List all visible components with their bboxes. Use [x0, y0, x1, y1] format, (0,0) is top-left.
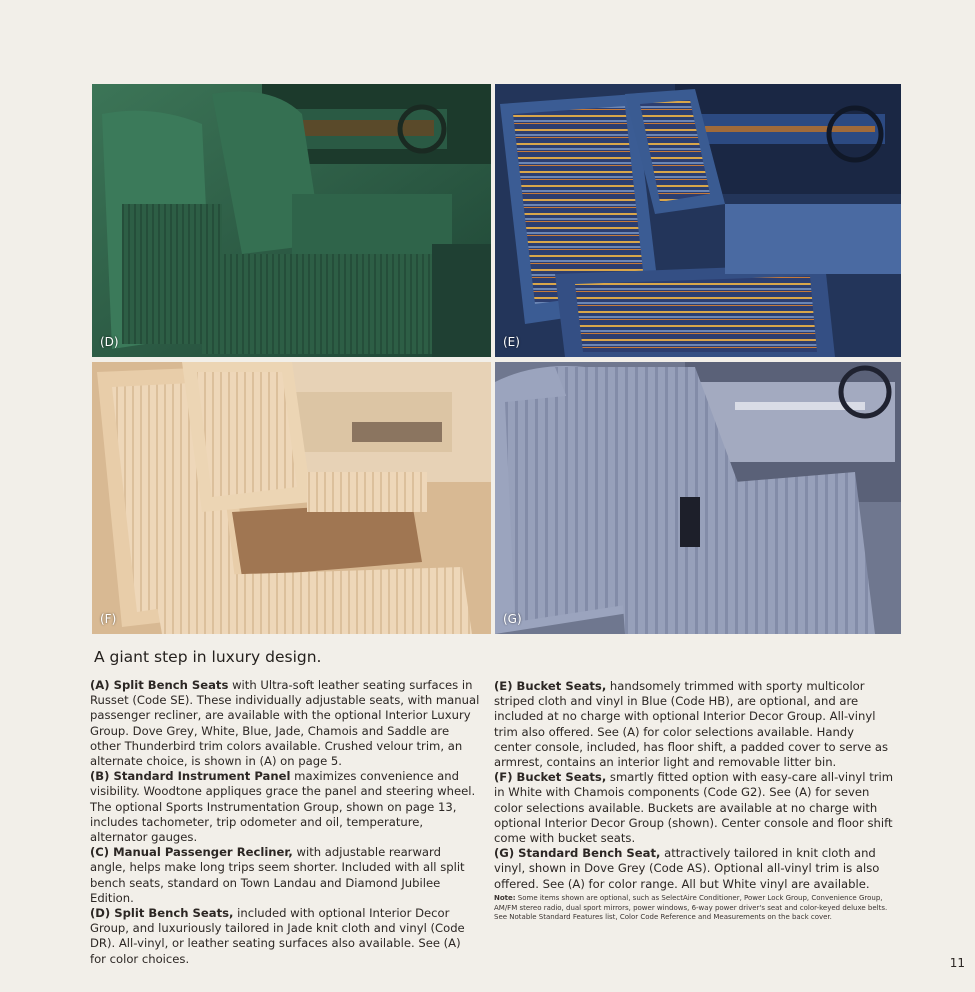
photo-label: (D) — [100, 335, 119, 349]
section-body: attractively tailored in knit cloth and vinyl, shown in Dove Grey (Code AS). Optional all-vinyl trim is also offered. See (A) for color range. All but White vinyl are available. — [494, 846, 880, 891]
section-title: (A) Split Bench Seats — [90, 678, 229, 692]
photo-label: (E) — [503, 335, 520, 349]
section-title: (F) Bucket Seats, — [494, 770, 607, 785]
photo-white-bucket-seats — [92, 362, 491, 634]
section-title: (E) Bucket Seats, — [494, 679, 607, 693]
section-body: maximizes convenience and visibility. Woodtone appliques grace the panel and steering wheel. The optional Sports Instrumentation Group, shown on page 13, includes tachometer, trip odometer and oil, temperature, alternator gauges. — [90, 769, 476, 845]
photo-label: (F) — [100, 612, 117, 626]
page-number: 11 — [949, 956, 965, 970]
section-title: (D) Split Bench Seats, — [90, 906, 234, 921]
section-a — [90, 678, 480, 769]
section-title: (C) Manual Passenger Recliner, — [90, 845, 293, 860]
text-column-left — [90, 678, 480, 967]
photo-jade-split-bench — [92, 84, 491, 357]
section-body: with adjustable rearward angle, helps make long trips seem shorter. Included with all split bench seats, standard on Town Landau and Diamond Jubilee Edition. — [90, 845, 465, 905]
photo-label: (G) — [503, 612, 522, 626]
photo-blue-bucket-seats — [495, 84, 901, 357]
section-title: (G) Standard Bench Seat, — [494, 846, 661, 861]
section-b — [90, 769, 480, 845]
section-g — [494, 846, 894, 892]
section-c — [90, 845, 480, 906]
page-heading: A giant step in luxury design. — [94, 648, 322, 666]
text-column-right — [494, 679, 894, 923]
section-body: smartly fitted option with easy-care all-vinyl trim in White with Chamois components (Code G2). See (A) for seven color selections available. Buckets are available at no charge with optional Interior Decor Group (shown). Center console and floor shift come with bucket seats. — [494, 770, 894, 846]
section-title: (B) Standard Instrument Panel — [90, 769, 291, 784]
section-body: handsomely trimmed with sporty multicolor striped cloth and vinyl in Blue (Code HB), are optional, and are included at no charge with optional Interior Decor Group. All-vinyl trim also offered. See (A) for color selections available. Handy center console, included, has floor shift, a padded cover to serve as armrest, contains an interior light and removable litter bin. — [494, 679, 889, 770]
section-d — [90, 906, 480, 967]
section-body: with Ultra-soft leather seating surfaces in Russet (Code SE). These individually adjustable seats, with manual passenger recliner, are available with the optional Interior Luxury Group. Dove Grey, White, Blue, Jade, Chamois and Saddle are other Thunderbird trim colors available. Crushed velour trim, an alternate choice, is shown in (A) on page 5. — [90, 678, 480, 769]
section-body: included with optional Interior Decor Group, and luxuriously tailored in Jade knit cloth and vinyl (Code DR). All-vinyl, or leather seating surfaces also available. See (A) for color choices. — [90, 906, 465, 966]
footnote — [494, 894, 894, 923]
section-e — [494, 679, 894, 770]
photo-grey-bench-seat — [495, 362, 901, 634]
section-f — [494, 770, 894, 846]
footnote-body: Some items shown are optional, such as SelectAire Conditioner, Power Lock Group, Convenience Group, AM/FM stereo radio, dual sport mirrors, power windows, 6-way power driver's seat and color-keyed deluxe belts. See Notable Standard Features list, Color Code Reference and Measurements on the back cover. — [494, 893, 888, 922]
footnote-title: Note: — [494, 893, 516, 902]
